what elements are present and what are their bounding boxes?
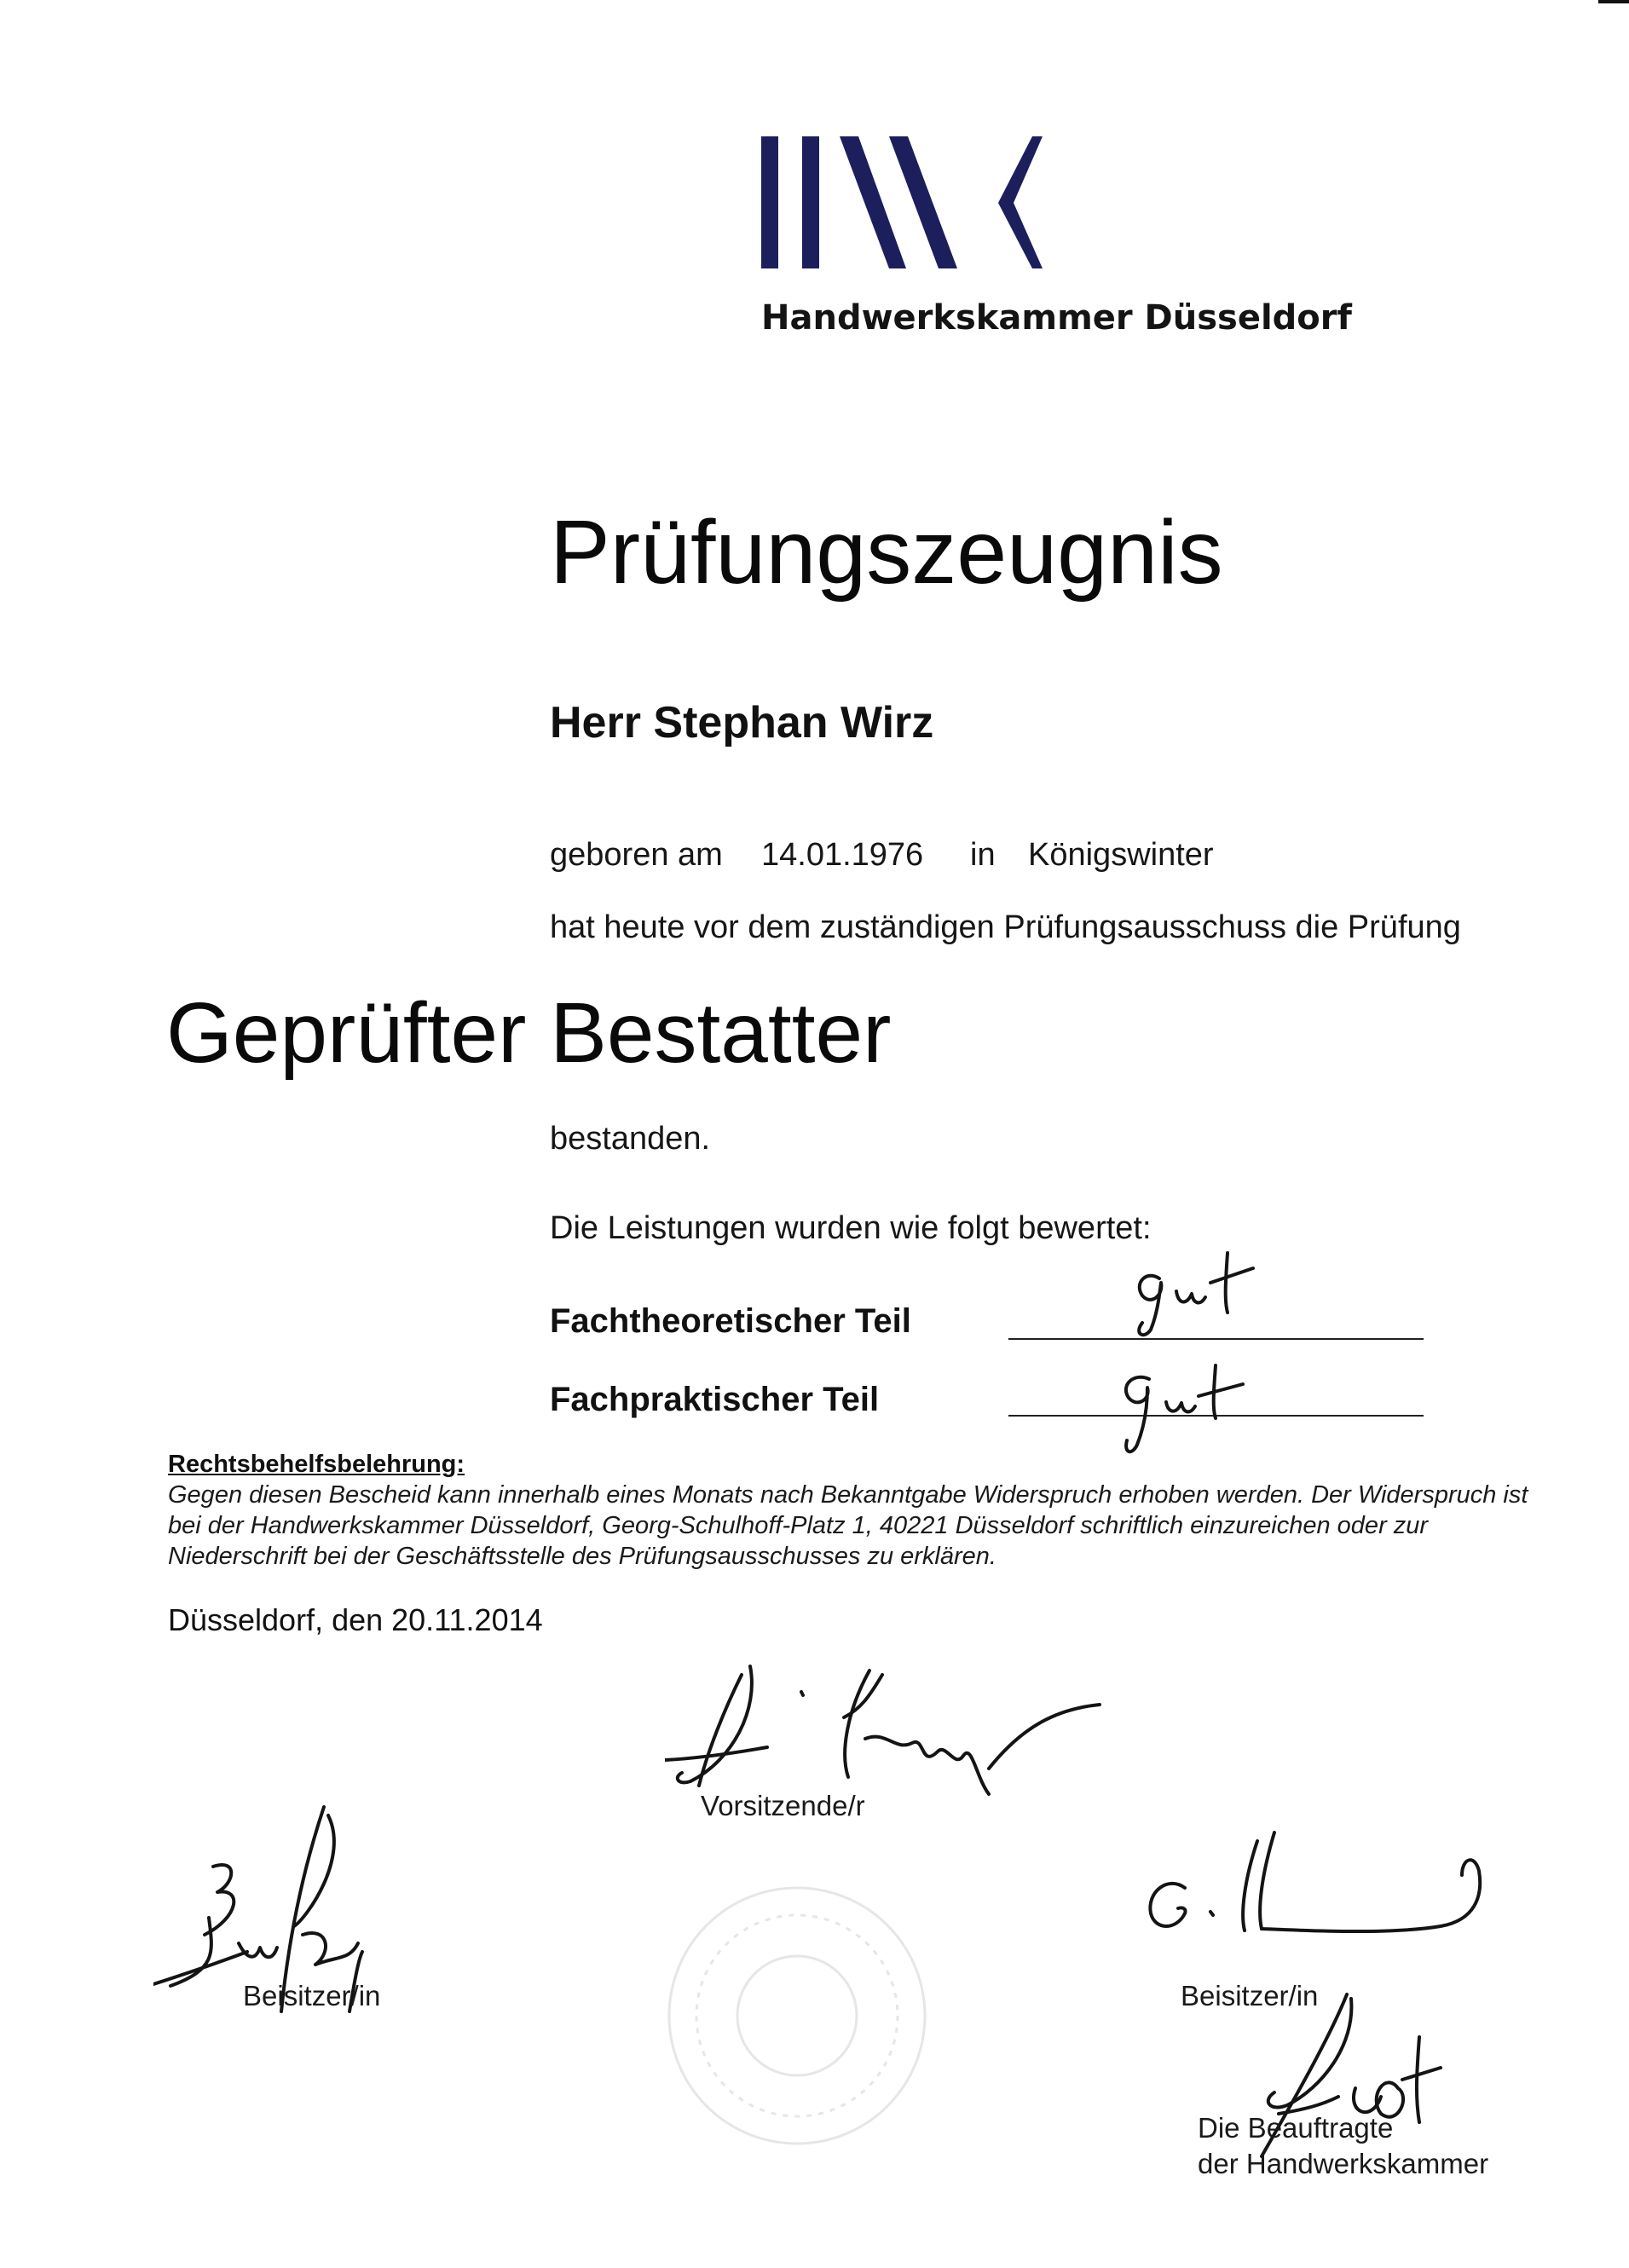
- chair-signature-icon: [665, 1658, 1108, 1811]
- grade-value-practice-text: [1108, 1355, 1296, 1462]
- birth-label: geboren am: [550, 837, 723, 873]
- organization-name: Handwerkskammer Düsseldorf: [761, 298, 1352, 338]
- exam-intro-text: hat heute vor dem zuständigen Prüfungsausschuss die Prüfung: [550, 909, 1461, 945]
- scan-edge-mark: [1598, 0, 1629, 3]
- birth-place-prefix: in: [970, 837, 996, 873]
- legal-notice-heading: Rechtsbehelfsbelehrung:: [168, 1451, 465, 1478]
- birth-place: Königswinter: [1028, 837, 1214, 873]
- legal-notice-line: Niederschrift bei der Geschäftsstelle des Prüfungsausschusses zu erklären.: [168, 1543, 996, 1570]
- document-title: Prüfungszeugnis: [550, 502, 1223, 603]
- assessor-right-signature-icon: [1134, 1828, 1500, 1948]
- commissioner-label-line2: der Handwerkskammer: [1198, 2148, 1489, 2179]
- birth-date: 14.01.1976: [761, 837, 924, 873]
- commissioner-label-line1: Die Beauftragte: [1198, 2112, 1394, 2144]
- chair-label: Vorsitzende/r: [701, 1790, 865, 1821]
- recipient-name: Herr Stephan Wirz: [550, 698, 934, 747]
- assessor-left-label: Beisitzer/in: [243, 1980, 381, 2011]
- grade-label-theory: Fachtheoretischer Teil: [550, 1302, 911, 1340]
- embossed-seal-icon: [656, 1875, 938, 2156]
- assessor-right-label: Beisitzer/in: [1181, 1980, 1319, 2011]
- grade-label-practice: Fachpraktischer Teil: [550, 1381, 880, 1418]
- hwk-logo-icon: [761, 136, 1043, 268]
- exam-result: bestanden.: [550, 1121, 711, 1157]
- place-and-date: Düsseldorf, den 20.11.2014: [168, 1602, 543, 1637]
- grade-value-practice: [1108, 1355, 1296, 1462]
- legal-notice-line: bei der Handwerkskammer Düsseldorf, Georg-Schulhoff-Platz 1, 40221 Düsseldorf schriftlich einzureichen oder zur: [168, 1512, 1429, 1539]
- grade-value-theory-text: [1125, 1244, 1313, 1338]
- grading-intro-text: Die Leistungen wurden wie folgt bewertet:: [550, 1210, 1152, 1246]
- grade-line-theory: [1008, 1338, 1424, 1340]
- qualification-title: Geprüfter Bestatter: [166, 985, 892, 1081]
- legal-notice-line: Gegen diesen Bescheid kann innerhalb eines Monats nach Bekanntgabe Widerspruch erhoben werden. Der Widerspruch ist: [168, 1481, 1528, 1509]
- grade-value-theory: [1125, 1244, 1313, 1338]
